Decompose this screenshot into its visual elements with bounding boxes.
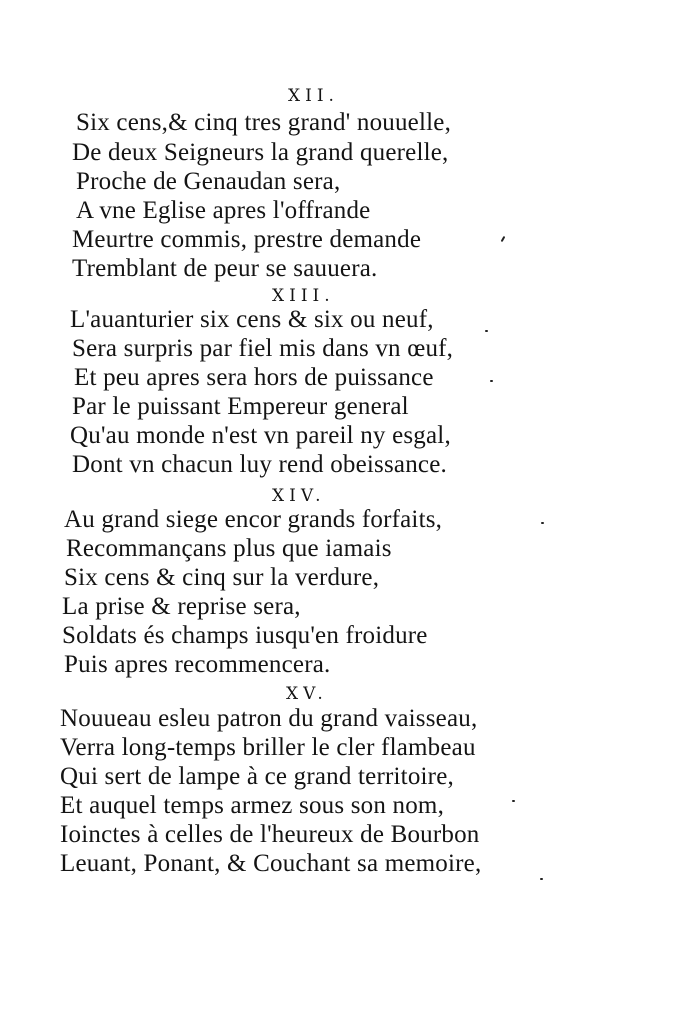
quatrain-numeral-12: XII. bbox=[288, 86, 339, 106]
verse-line: Nouueau esleu patron du grand vaisseau, bbox=[60, 705, 478, 732]
verse-line: Qui sert de lampe à ce grand territoire, bbox=[60, 763, 454, 790]
verse-line: Tremblant de peur se sauuera. bbox=[72, 255, 378, 282]
verse-line: Proche de Genaudan sera, bbox=[76, 168, 341, 195]
verse-line: Meurtre commis, prestre demande bbox=[72, 226, 422, 253]
ink-speck bbox=[490, 380, 493, 382]
ink-speck bbox=[541, 522, 544, 524]
verse-line: Recommançans plus que iamais bbox=[66, 535, 392, 562]
quatrain-numeral-13: XIII. bbox=[272, 286, 335, 306]
verse-line: Au grand siege encor grands forfaits, bbox=[64, 506, 443, 533]
verse-line: Et auquel temps armez sous son nom, bbox=[60, 792, 445, 819]
ink-speck bbox=[540, 878, 543, 880]
verse-line: Dont vn chacun luy rend obeissance. bbox=[72, 451, 447, 478]
verse-line: Qu'au monde n'est vn pareil ny esgal, bbox=[70, 422, 451, 449]
verse-line: Ioinctes à celles de l'heureux de Bourbon bbox=[60, 821, 480, 848]
ink-speck bbox=[512, 800, 515, 802]
quatrain-numeral-14: XIV. bbox=[272, 486, 326, 506]
verse-line: Et peu apres sera hors de puissance bbox=[74, 364, 434, 391]
verse-line: A vne Eglise apres l'offrande bbox=[76, 197, 371, 224]
verse-line: Verra long-temps briller le cler flambeau bbox=[60, 734, 476, 761]
ink-speck bbox=[485, 330, 488, 332]
verse-line: L'auanturier six cens & six ou neuf, bbox=[70, 306, 434, 333]
verse-line: Sera surpris par fiel mis dans vn œuf, bbox=[72, 335, 454, 362]
verse-line: Six cens,& cinq tres grand' nouuelle, bbox=[76, 109, 452, 136]
verse-line: Six cens & cinq sur la verdure, bbox=[64, 564, 380, 591]
verse-line: De deux Seigneurs la grand querelle, bbox=[72, 139, 449, 166]
verse-line: Soldats és champs iusqu'en froidure bbox=[62, 622, 428, 649]
ink-speck bbox=[501, 236, 506, 242]
verse-line: Leuant, Ponant, & Couchant sa memoire, bbox=[60, 850, 482, 877]
quatrain-numeral-15: XV. bbox=[286, 684, 328, 704]
verse-line: Puis apres recommencera. bbox=[64, 651, 331, 678]
verse-line: Par le puissant Empereur general bbox=[72, 393, 409, 420]
verse-line: La prise & reprise sera, bbox=[62, 593, 301, 620]
